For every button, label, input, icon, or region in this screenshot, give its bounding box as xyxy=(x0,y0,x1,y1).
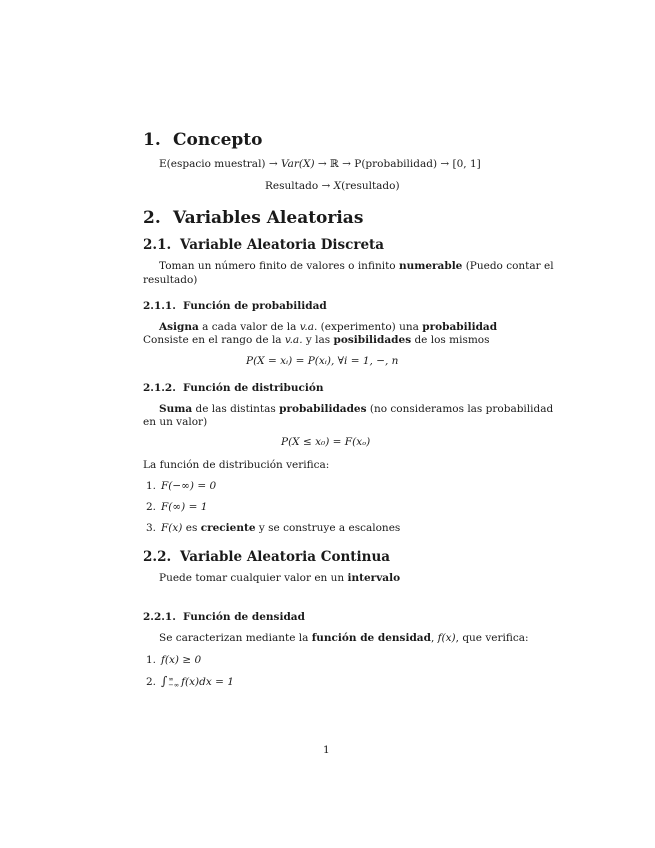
item-math: f(x)dx = 1 xyxy=(181,676,234,688)
item-math: F(−∞) = 0 xyxy=(161,480,217,492)
chain-text-2: → ℝ → P(probabilidad) → [0, 1] xyxy=(314,158,481,170)
item-math: f(x) ≥ 0 xyxy=(161,654,202,666)
section-2-heading xyxy=(143,208,363,228)
item-number: 1. xyxy=(145,654,156,666)
item-text: es xyxy=(182,522,201,534)
dist-line2: en un valor) xyxy=(143,416,208,428)
subsection-title: Variable Aleatoria Continua xyxy=(180,549,391,565)
item-number: 1. xyxy=(145,480,156,492)
text: Puede tomar cualquier valor en un xyxy=(159,572,348,584)
subsubsection-title: Función de probabilidad xyxy=(183,300,327,312)
bold-intervalo: intervalo xyxy=(347,572,401,584)
chain-text-1: E(espacio muestral) → xyxy=(159,158,281,170)
section-title: Concepto xyxy=(173,130,263,150)
discrete-intro-line2: resultado) xyxy=(143,274,198,286)
text: a cada valor de la xyxy=(198,321,300,333)
bold-asigna: Asigna xyxy=(159,321,199,333)
subsubsection-2-1-1-heading xyxy=(143,300,327,312)
subsubsection-number: 2.1.1. xyxy=(143,300,176,312)
subsection-2-2-heading xyxy=(143,549,390,565)
subsubsection-number: 2.1.2. xyxy=(143,382,176,394)
item-math: F(∞) = 1 xyxy=(161,501,208,513)
subsubsection-2-2-1-heading xyxy=(143,611,305,623)
va-italic: v.a. xyxy=(299,321,318,333)
result-text-1: Resultado → xyxy=(265,180,334,192)
section-number: 1. xyxy=(143,130,161,150)
integral-sign: ∫ xyxy=(161,674,168,688)
subsection-title: Variable Aleatoria Discreta xyxy=(180,237,385,253)
chain-var-x: Var(X) xyxy=(281,158,315,170)
result-text-2: (resultado) xyxy=(341,180,400,192)
subsubsection-title: Función de distribución xyxy=(183,382,324,394)
text: Consiste en el rango de la xyxy=(143,334,285,346)
continuous-intro xyxy=(159,571,400,585)
text: , que verifica: xyxy=(455,632,529,644)
text: Se caracterizan mediante la xyxy=(159,632,312,644)
prob-formula: P(X = xᵢ) = P(xᵢ), ∀i = 1, −, n xyxy=(246,355,399,367)
density-item-1 xyxy=(143,653,201,667)
text: (experimento) una xyxy=(317,321,423,333)
integral-lower: −∞ xyxy=(168,681,180,689)
prob-line1 xyxy=(159,320,497,334)
item-math: F(x) xyxy=(161,522,183,534)
item-number: 3. xyxy=(145,522,156,534)
subsection-number: 2.1. xyxy=(143,237,172,253)
item-number: 2. xyxy=(145,676,156,688)
dist-item-2 xyxy=(143,500,207,514)
result-x: X xyxy=(333,180,342,192)
math-fx: f(x) xyxy=(437,632,456,644)
dist-item-1 xyxy=(143,479,216,493)
bold-posibilidades: posibilidades xyxy=(333,334,412,346)
item-bold: creciente xyxy=(200,522,256,534)
text: (no consideramos las probabilidad xyxy=(366,403,554,415)
text: , xyxy=(430,632,438,644)
subsection-number: 2.2. xyxy=(143,549,172,565)
subsubsection-title: Función de densidad xyxy=(183,611,305,623)
integral-upper: ∞ xyxy=(168,675,174,683)
section-1-heading xyxy=(143,130,262,150)
integral-limits xyxy=(168,676,179,688)
dist-formula: P(X ≤ x₀) = F(xₒ) xyxy=(281,436,371,448)
discrete-intro-line1 xyxy=(159,259,554,273)
density-item-2 xyxy=(143,674,234,689)
subsubsection-2-1-2-heading xyxy=(143,382,324,394)
va-italic: v.a. xyxy=(284,334,303,346)
bold-probabilidad: probabilidad xyxy=(422,321,498,333)
subsubsection-number: 2.2.1. xyxy=(143,611,176,623)
concept-chain xyxy=(159,157,481,171)
subsection-2-1-heading xyxy=(143,237,384,253)
intro-text-2: (Puedo contar el xyxy=(462,260,554,272)
bold-funcion-densidad: función de densidad xyxy=(311,632,431,644)
dist-item-3 xyxy=(143,521,400,535)
bold-probabilidades: probabilidades xyxy=(279,403,367,415)
intro-text: Toman un número finito de valores o infinito xyxy=(159,260,399,272)
text: y las xyxy=(302,334,334,346)
section-title: Variables Aleatorias xyxy=(173,208,364,228)
dist-line1 xyxy=(159,402,553,416)
result-mapping xyxy=(265,179,400,193)
prob-line2 xyxy=(143,333,490,347)
density-line1 xyxy=(159,631,529,645)
text: de las distintas xyxy=(192,403,280,415)
dist-verifies: La función de distribución verifica: xyxy=(143,459,330,471)
item-text: y se construye a escalones xyxy=(255,522,401,534)
item-number: 2. xyxy=(145,501,156,513)
section-number: 2. xyxy=(143,208,161,228)
bold-suma: Suma xyxy=(159,403,193,415)
page-number: 1 xyxy=(323,744,330,756)
text: de los mismos xyxy=(411,334,490,346)
intro-bold: numerable xyxy=(398,260,463,272)
